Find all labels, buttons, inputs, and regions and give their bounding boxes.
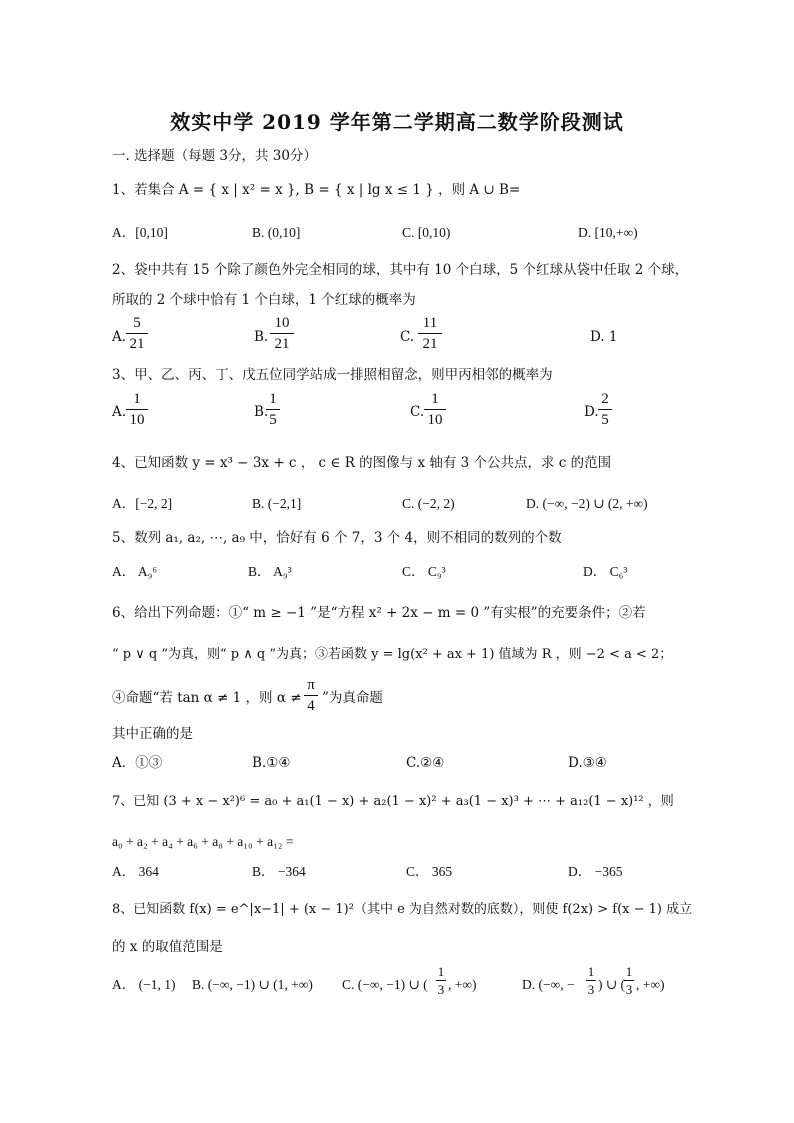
q4-option-c: C. (−2, 2)	[402, 496, 455, 511]
q3-option-a-label: A.	[112, 404, 127, 420]
q2-option-c-label: C.	[400, 329, 415, 345]
page-title: 效实中学 2019 学年第二学期高二数学阶段测试	[170, 110, 624, 134]
q8-option-b: B. (−∞, −1) ∪ (1, +∞)	[192, 977, 313, 992]
q3-option-b-fraction: 1 5	[266, 390, 280, 429]
q8-option-a: A． (−1, 1)	[112, 977, 176, 992]
q2-option-a-fraction: 5 21	[126, 314, 148, 353]
q7-option-a: A． 364	[112, 864, 159, 879]
q8-option-c-fraction: 1 3	[437, 964, 445, 997]
q8-line-2: 的 x 的取值范围是	[112, 939, 223, 955]
q2-option-b-fraction: 10 21	[270, 314, 294, 353]
q2-option-a-label: A.	[112, 329, 127, 345]
q8-option-d-fraction-2: 1 3	[625, 964, 633, 997]
q7-line-1: 7、已知 (3 + x − x²)⁶ = a₀ + a₁(1 − x) + a₂(1 − x)² + a₃(1 − x)³ + ⋯ + a₁₂(1 − x)¹² ，则	[112, 794, 674, 809]
q1-stem: 1、若集合 A = { x | x² = x }, B = { x | lg x ≤ 1 } ，则 A ∪ B=	[112, 182, 521, 198]
q6-line-3a: ④命题“若 tan α ≠ 1 ，则 α ≠	[112, 690, 302, 706]
q6-option-c: C.②④	[406, 755, 445, 771]
q6-pi-over-4-fraction: π 4	[304, 676, 318, 715]
q7-option-d: D． −365	[568, 864, 623, 879]
q1-option-d: D. [10,+∞)	[578, 225, 638, 240]
q4-option-b: B. (−2,1]	[252, 496, 302, 511]
q6-option-a: A．①③	[112, 755, 163, 771]
q3-option-c-fraction: 1 10	[424, 390, 446, 429]
q7-option-b: B． −364	[252, 864, 306, 879]
q8-option-c-prefix: C. (−∞, −1) ∪ (	[342, 977, 428, 992]
q8-option-d-middle: ) ∪ (	[598, 977, 626, 992]
q5-option-c: C． C₉³	[402, 564, 446, 579]
q8-option-d-suffix: , +∞)	[636, 977, 665, 992]
q2-line-2: 所取的 2 个球中恰有 1 个白球，1 个红球的概率为	[112, 292, 416, 308]
q5-option-d: D． C₆³	[583, 564, 628, 579]
q7-line-2: a₀ + a₂ + a₄ + a₆ + a₈ + a₁₀ + a₁₂ =	[112, 834, 294, 849]
q4-option-d: D. (−∞, −2) ∪ (2, +∞)	[526, 496, 648, 511]
q3-option-d-fraction: 2 5	[598, 390, 612, 429]
q2-option-c-fraction: 11 21	[418, 314, 442, 353]
q6-option-b: B.①④	[252, 755, 291, 771]
q4-stem: 4、已知函数 y = x³ − 3x + c ， c ∈ R 的图像与 x 轴有 3 个公共点，求 c 的范围	[112, 455, 612, 471]
q3-stem: 3、甲、乙、丙、丁、戊五位同学站成一排照相留念，则甲丙相邻的概率为	[112, 367, 553, 383]
q8-option-c-suffix: , +∞)	[448, 977, 477, 992]
q6-line-2: “ p ∨ q ”为真，则“ p ∧ q ”为真；③若函数 y = lg(x² + ax + 1) 值域为 R ，则 −2 < a < 2；	[112, 647, 673, 662]
q5-stem: 5、数列 a₁, a₂, ⋯, a₉ 中，恰好有 6 个 7，3 个 4，则不相同的数列的个数	[112, 530, 562, 546]
q2-line-1: 2、袋中共有 15 个除了颜色外完全相同的球，其中有 10 个白球，5 个红球从袋中任取 2 个球，	[112, 262, 689, 278]
q3-option-c-label: C.	[410, 404, 425, 420]
q1-option-a: A．[0,10]	[112, 225, 168, 240]
q1-option-b: B. (0,10]	[252, 225, 301, 240]
q3-option-d-label: D.	[584, 404, 599, 420]
q3-option-b-label: B.	[254, 404, 269, 420]
q3-option-a-fraction: 1 10	[126, 390, 148, 429]
q6-line-4: 其中正确的是	[112, 726, 193, 742]
q8-line-1: 8、已知函数 f(x) = e^|x−1| + (x − 1)²（其中 e 为自然对数的底数），则使 f(2x) > f(x − 1) 成立	[112, 902, 693, 917]
q2-option-b-label: B.	[254, 329, 269, 345]
q4-option-a: A．[−2, 2]	[112, 496, 173, 511]
q1-option-c: C. [0,10)	[402, 225, 451, 240]
section-heading: 一. 选择题（每题 3分，共 30分）	[112, 148, 317, 164]
q7-option-c: C． 365	[406, 864, 453, 879]
q5-option-a: A． A₉⁶	[112, 564, 158, 579]
q8-option-d-fraction-1: 1 3	[587, 964, 595, 997]
q5-option-b: B． A₉³	[248, 564, 292, 579]
q2-option-d: D. 1	[590, 329, 618, 345]
q6-line-1: 6、给出下列命题：①“ m ≥ −1 ”是“方程 x² + 2x − m = 0 ”有实根”的充要条件；②若	[112, 605, 646, 621]
q6-line-3b: ”为真命题	[322, 690, 383, 706]
q6-option-d: D.③④	[568, 755, 607, 771]
q8-option-d-prefix: D. (−∞, −	[522, 977, 575, 992]
